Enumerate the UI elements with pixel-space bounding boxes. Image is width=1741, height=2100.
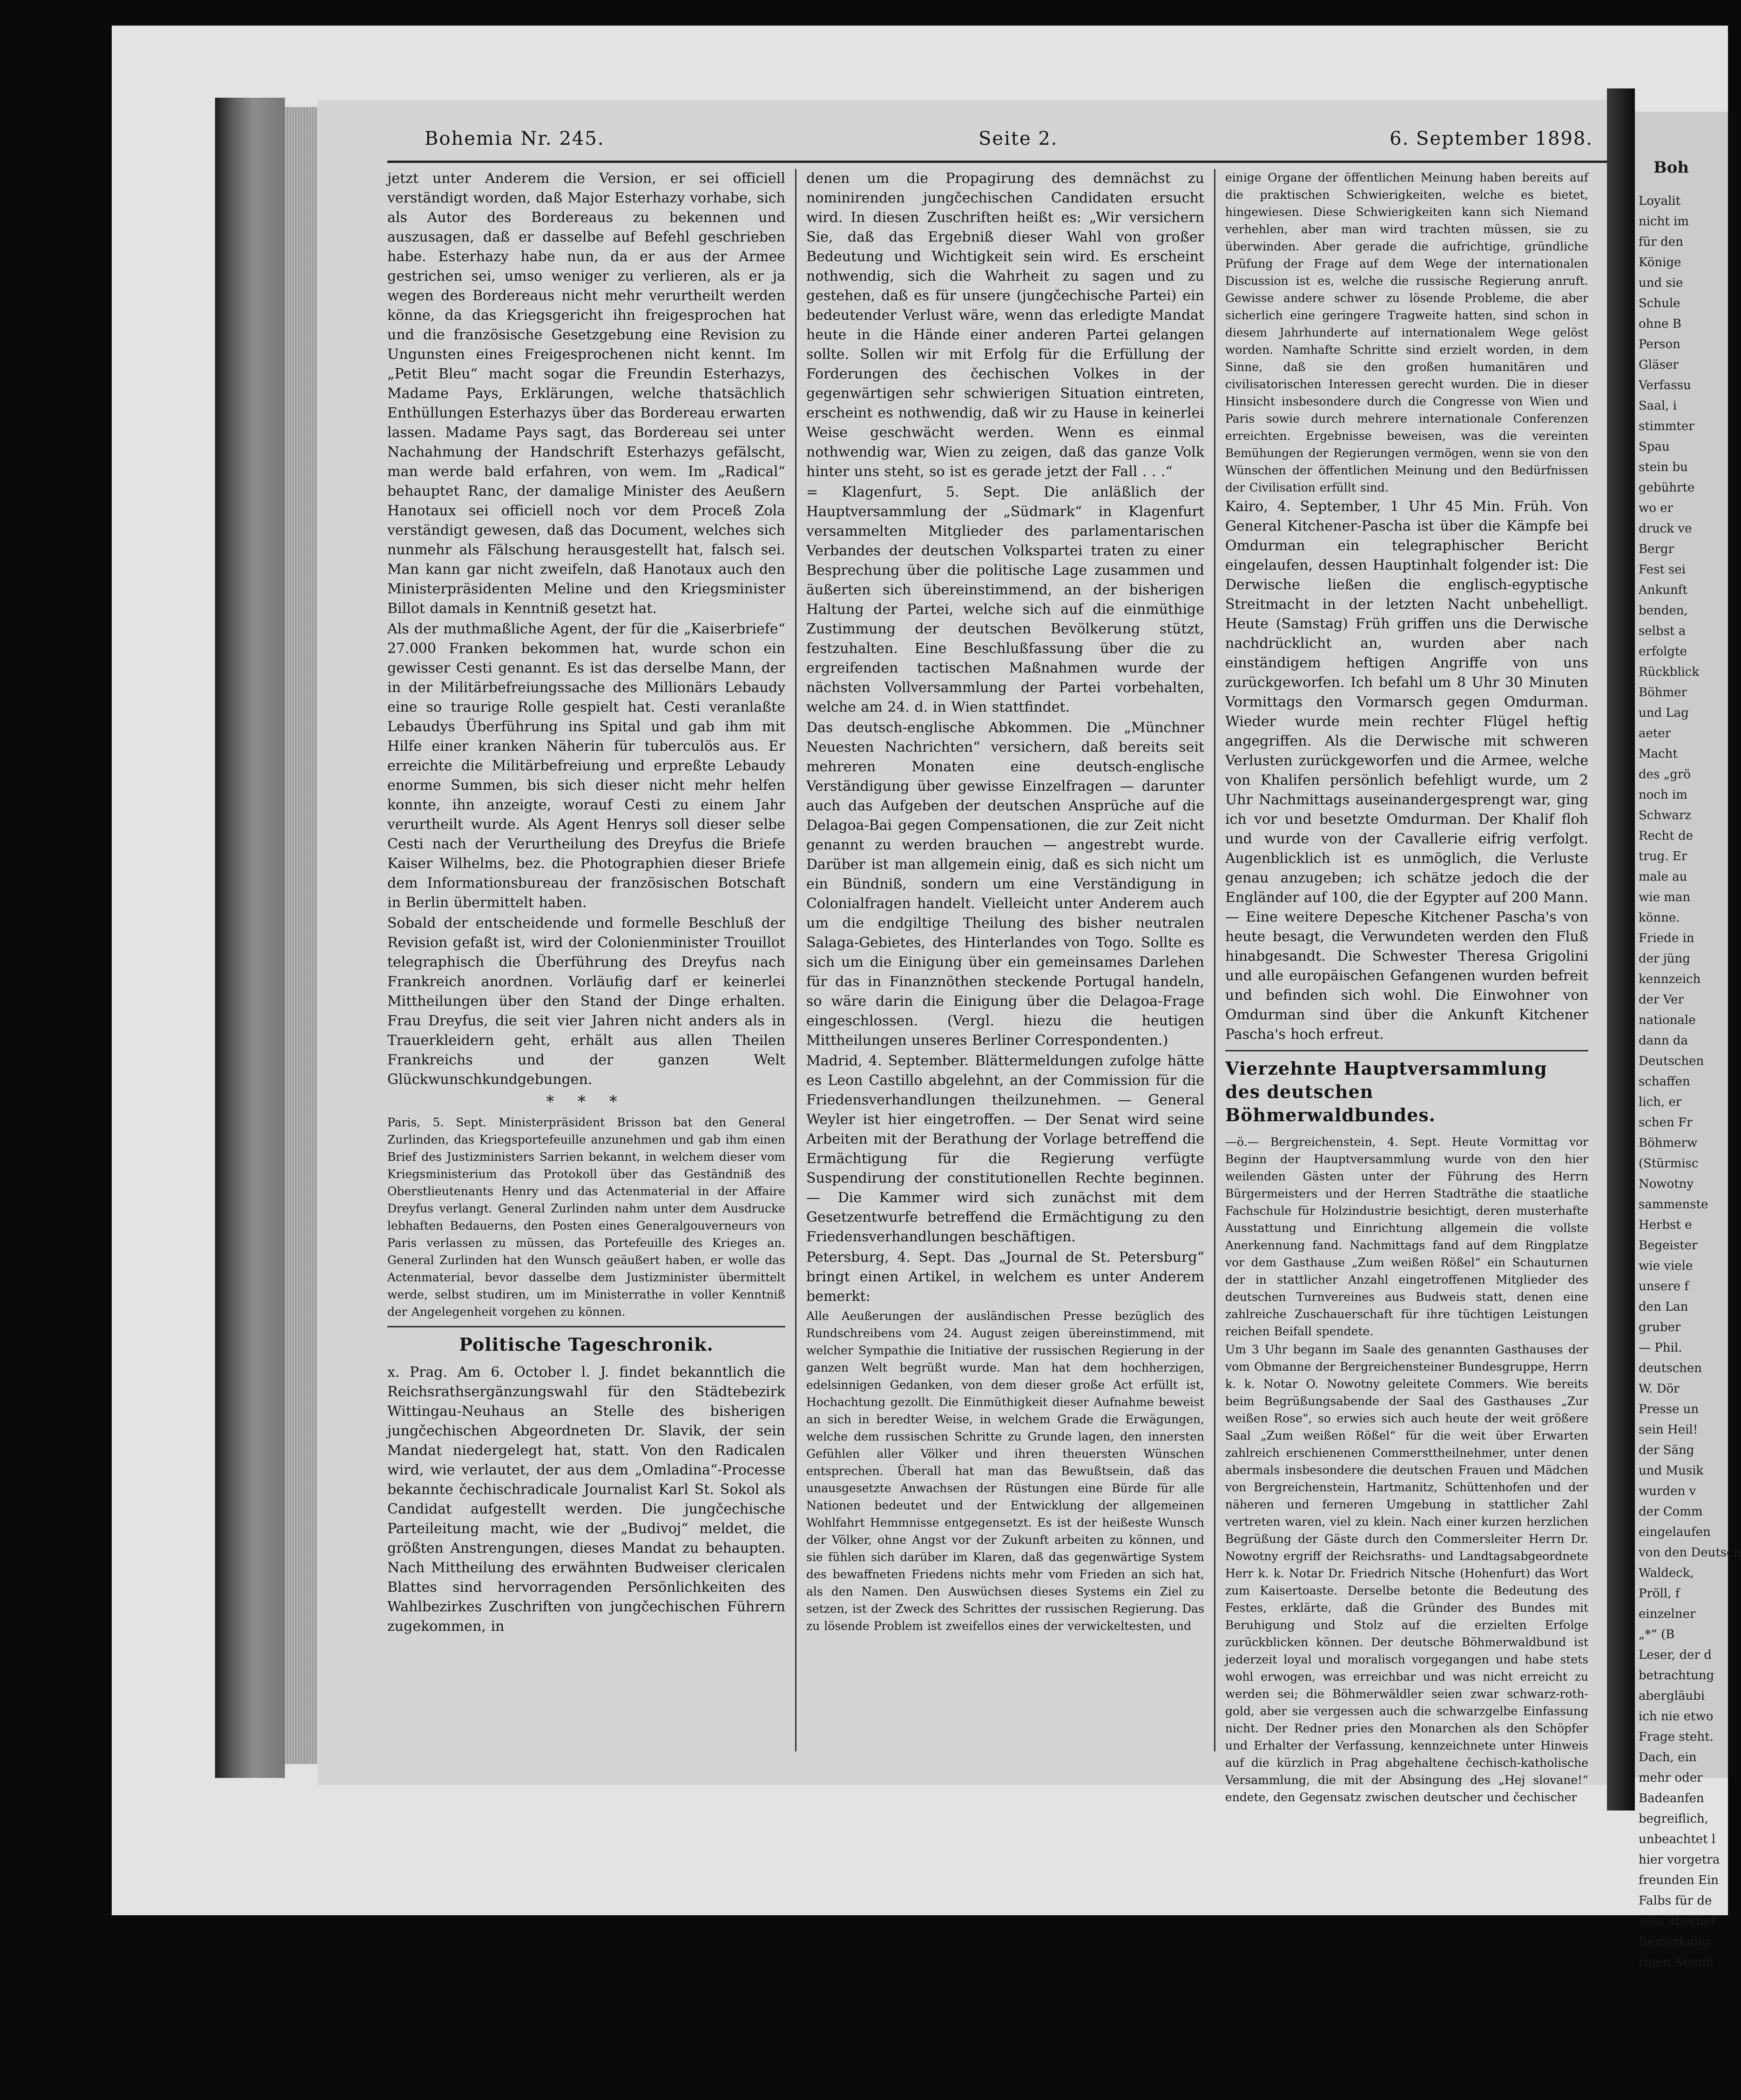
next-page-line: deutschen [1639, 1361, 1702, 1375]
next-page-line: Loyalit [1639, 194, 1681, 208]
next-page-line: ich nie etwo [1639, 1710, 1714, 1723]
next-page-line: Recht de [1639, 829, 1694, 843]
next-page-line: Macht [1639, 747, 1678, 761]
gutter-shadow [1607, 88, 1635, 1811]
next-page-line: Könige [1639, 256, 1681, 269]
next-page-line: schaffen [1639, 1075, 1690, 1089]
next-page-line: unsere f [1639, 1279, 1689, 1293]
next-page-line: der Säng [1639, 1443, 1694, 1457]
next-page-line: wurden v [1639, 1484, 1696, 1498]
next-page-line: mehr oder [1639, 1771, 1703, 1785]
next-page-line: betrachtung [1639, 1669, 1714, 1683]
next-page-line: Fest sei [1639, 563, 1686, 577]
column-divider-2 [1214, 169, 1215, 1751]
next-page-line: nicht im [1639, 215, 1689, 229]
next-page-line: von den Deutsch [1639, 1546, 1741, 1560]
next-page-line: Begeister [1639, 1238, 1698, 1252]
article-paragraph: Paris, 5. Sept. Ministerpräsident Brisson bat den General Zurlinden, das Kriegsportefeuille anzunehmen und gab ihm einen Brief des Justizministers Sarrien bekannt, in welchem dieser vom Kriegsministerium das Protokoll über das Geständniß des Oberstlieutenants Henry und das Actenmaterial in der Affaire Dreyfus verlangt. General Zurlinden nahm unter dem Ausdrucke lebhaften Bedauerns, den Posten eines Generalgouverneurs von Paris verlassen zu müssen, das Portefeuille des Krieges an. General Zurlinden hat den Wunsch geäußert haben, er wolle das Actenmaterial, bevor dasselbe dem Justizminister übermittelt werde, selbst studiren, um im Ministerrathe in voller Kenntniß der Angelegenheit vorgehen zu können. [387, 1116, 785, 1319]
next-page-edge [1635, 112, 1741, 1969]
next-page-line: Gläser [1639, 358, 1679, 372]
next-page-line: Saal, i [1639, 399, 1677, 413]
next-page-line: gruber [1639, 1320, 1681, 1334]
article-paragraph: = Klagenfurt, 5. Sept. Die anläßlich der Hauptversammlung der „Südmark“ in Klagenfurt versammelten Mitglieder des parlamentarischen Verbandes der deutschen Volkspartei traten zu einer Besprechung über die politische Lage zusammen und äußerten sich übereinstimmend, an der bisherigen Haltung der Partei, welche sich auf die einmüthige Zustimmung der deutschen Bevölkerung stützt, festzuhalten. Eine Beschlußfassung über die zu ergreifenden tactischen Maßnahmen wurde der nächsten Vollversammlung der Partei vorbehalten, welche am 24. d. in Wien stattfindet. [806, 484, 1204, 715]
article-paragraph: Das deutsch-englische Abkommen. Die „Münchner Neuesten Nachrichten“ versichern, daß bereits seit mehreren Monaten eine deutsch-englische Verständigung über gewisse Einzelfragen — darunter auch das Aufgeben der deutschen Ansprüche auf die Delagoa-Bai gegen Compensationen, die zur Zeit nicht genannt zu werden brauchen — angestrebt wurde. Darüber ist man allgemein einig, daß es sich nicht um ein Bündniß, sondern um eine Verständigung in Colonialfragen handelt. Vielleicht unter Anderem auch um die endgiltige Theilung des bisher neutralen Salaga-Gebietes, des Hinterlandes von Togo. Sollte es sich um die Einigung über ein gemeinsames Darlehen für das in Finanznöthen steckende Portugal handeln, so wäre darin die Einigung über die Delagoa-Frage eingeschlossen. (Vergl. hiezu die heutigen Mittheilungen unseres Berliner Correspondenten.) [806, 720, 1204, 1049]
header-page-number: Seite 2. [978, 128, 1058, 149]
next-page-line: und Musik [1639, 1464, 1704, 1478]
next-page-line: Böhmerw [1639, 1136, 1698, 1150]
next-page-line: wo er [1639, 501, 1673, 515]
next-page-header: Boh [1653, 158, 1689, 177]
next-page-line: sammenste [1639, 1198, 1708, 1212]
next-page-line: wie man [1639, 890, 1691, 904]
article-paragraph: Madrid, 4. September. Blättermeldungen zufolge hätte es Leon Castillo abgelehnt, an der Commission für die Friedensverhandlungen theilzunehmen. — General Weyler ist hier eingetroffen. — Der Senat wird seine Arbeiten mit der Berathung der Vorlage betreffend die Ermächtigung für die Regierung verfügte Suspendirung der constitutionellen Rechte beginnen. — Die Kammer wird sich zunächst mit dem Gesetzentwurfe betreffend die Ermächtigung zu den Friedensverhandlungen beschäftigen. [806, 1053, 1204, 1245]
next-page-line: erfolgte [1639, 645, 1687, 659]
next-page-line: Bergr [1639, 542, 1674, 556]
next-page-line: und sie [1639, 276, 1683, 290]
header-title: Bohemia Nr. 245. [425, 128, 605, 149]
article-paragraph: jetzt unter Anderem die Version, er sei officiell verständigt worden, daß Major Esterhazy vorhabe, sich als Autor des Bordereaus zu bekennen und auszusagen, daß er dasselbe auf Befehl geschrieben habe. Esterhazy habe nun, da er aus der Armee gestrichen sei, umso weniger zu verlieren, als er ja wegen des Bordereaus nicht mehr verurtheilt werden könne, da das Kriegsgericht ihn freigesprochen hat und die französische Gesetzgebung eine Revision zu Ungunsten eines Freigesprochenen nicht kennt. Im „Petit Bleu“ macht sogar die Freundin Esterhazys, Madame Pays, Erklärungen, welche thatsächlich Enthüllungen Esterhazys über das Bordereau erwarten lassen. Madame Pays sagt, das Bordereau sei unter Nachahmung der Handschrift Esterhazys gefälscht, man werde bald erfahren, von wem. Im „Radical“ behauptet Ranc, der damalige Minister des Aeußern Hanotaux sei officiell noch vor dem Proceß Zola verständigt gewesen, daß das Document, welches sich nunmehr als Fälschung herausgestellt hat, falsch sei. Man kann gar nicht zweifeln, daß Hanotaux auch den Ministerpräsidenten Meline und den Kriegsminister Billot damals in Kenntniß gesetzt hat. [387, 170, 785, 617]
next-page-line: selbst a [1639, 624, 1686, 638]
next-page-line: Presse un [1639, 1402, 1699, 1416]
article-paragraph: Um 3 Uhr begann im Saale des genannten Gasthauses der vom Obmanne der Bergreichensteiner Bundesgruppe, Herrn k. k. Notar O. Nowotny geleitete Commers. Wie bereits beim Begrüßungsabende der Saal des Gasthauses „Zur weißen Rose“, so erwies sich auch heute der weit größere Saal „Zum weißen Rößel“ für die weit über Erwarten zahlreich erschienenen Commersttheilnehmer, unter denen abermals insbesondere die deutschen Frauen und Mädchen von Bergreichenstein, Hartmanitz, Schüttenhofen und der näheren und ferneren Umgebung in stattlicher Zahl vertreten waren, viel zu klein. Nach einer kurzen herzlichen Begrüßung der Gäste durch den Commersleiter Herrn Dr. Nowotny ergriff der Reichsraths- und Landtagsabgeordnete Herr k. k. Notar Dr. Friedrich Nitsche (Hohenfurt) das Wort zum Kaisertoaste. Derselbe betonte die Bedeutung des Festes, erklärte, daß die Gründer des Bundes mit Beruhigung und Stolz auf die erzielten Erfolge zurückblicken können. Der deutsche Böhmerwaldbund ist jederzeit loyal und moralisch vorgegangen und habe stets wohl erwogen, was erreichbar und was nicht erreicht zu werden sei; die Böhmerwäldler seien zwar schwarz-roth-gold, aber sie vergessen auch die schwarzgelbe Einfassung nicht. Der Redner pries den Monarchen als den Schöpfer und Erhalter der Verfassung, kennzeichnete unter Hinweis auf die kürzlich in Prag abgehaltene čechisch-katholische Versammlung, die mit der Absingung des „Hej slovane!“ endete, den Gegensatz zwischen deutscher und čechischer [1225, 1343, 1588, 1804]
next-page-line: Badeanfen [1639, 1791, 1704, 1805]
next-page-line: gebührte [1639, 481, 1695, 495]
next-page-line: noch im [1639, 788, 1687, 802]
next-page-line: selu überlief [1639, 1914, 1715, 1928]
next-page-line: könne. [1639, 911, 1680, 925]
next-page-line: — Phil. [1639, 1341, 1682, 1355]
article-paragraph: x. Prag. Am 6. October l. J. findet bekanntlich die Reichsrathsergänzungswahl für den Städtebezirk Wittingau-Neuhaus an Stelle des bisherigen jungčechischen Abgeordneten Dr. Slavik, der sein Mandat niedergelegt hat, statt. Von den Radicalen wird, wie verlautet, der aus dem „Omladina“-Processe bekannte čechischradicale Journalist Karl St. Sokol als Candidat aufgestellt werden. Die jungčechische Parteileitung macht, wie der „Budivoj“ meldet, die größten Anstrengungen, dieses Mandat zu behaupten. Nach Mittheilung des erwähnten Budweiser clericalen Blattes sind hervorragenden Persönlichkeiten des Wahlbezirkes Zuschriften von jungčechischen Führern zugekommen, in [387, 1364, 785, 1635]
next-page-line: druck ve [1639, 522, 1692, 536]
next-page-line: und Lag [1639, 706, 1689, 720]
next-page-line: abergläubi [1639, 1689, 1705, 1703]
section-rule [1225, 1050, 1588, 1051]
next-page-line: W. Dör [1639, 1382, 1680, 1396]
next-page-line: ohne B [1639, 317, 1681, 331]
next-page-line: den Lan [1639, 1300, 1688, 1314]
article-paragraph: Petersburg, 4. Sept. Das „Journal de St. Petersburg“ bringt einen Artikel, in welchem es unter Anderem bemerkt: [806, 1249, 1204, 1305]
next-page-line: rigen Somm [1639, 1955, 1714, 1969]
next-page-line: trug. Er [1639, 849, 1687, 863]
next-page-line: für den [1639, 235, 1683, 249]
section-separator: * * * [546, 1092, 627, 1111]
next-page-line: Verfassu [1639, 378, 1691, 392]
next-page-line: „*“ (B [1639, 1628, 1675, 1642]
next-page-line: Deutschen [1639, 1054, 1704, 1068]
next-page-line: (Stürmisc [1639, 1157, 1699, 1171]
column-2 [806, 169, 1204, 1765]
next-page-line: Herbst e [1639, 1218, 1692, 1232]
next-page-line: Waldeck, [1639, 1566, 1694, 1580]
next-page-line: Frage steht. [1639, 1730, 1714, 1744]
next-page-fragments [1635, 191, 1741, 1972]
next-page-line: Nowotny [1639, 1177, 1694, 1191]
book-spine [215, 98, 285, 1778]
header-rule [387, 161, 1607, 163]
article-paragraph: denen um die Propagirung des demnächst zu nominirenden jungčechischen Candidaten ersucht wird. In diesen Zuschriften heißt es: „Wir versichern Sie, daß das Ergebniß dieser Wahl von großer Bedeutung und Wichtigkeit sein wird. Es erscheint nothwendig, sich die Wahrheit zu sagen und zu gestehen, daß es für unsere (jungčechische Partei) ein bedeutender Verlust wäre, wenn das erledigte Mandat heute in die Hände einer anderen Partei gelangen sollte. Sollen wir mit Erfolg für die Erfüllung der Forderungen des čechischen Volkes in der gegenwärtigen sehr schwierigen Situation eintreten, erscheint es nothwendig, daß wir zu Hause in keinerlei Weise geschwächt werden. Wenn es einmal nothwendig war, Wien zu zeigen, daß das ganze Volk hinter uns steht, so ist es gerade jetzt der Fall . . .“ [806, 170, 1204, 480]
column-1 [387, 169, 785, 1765]
next-page-line: kennzeich [1639, 972, 1701, 986]
next-page-line: Friede in [1639, 931, 1694, 945]
next-page-line: Leser, der d [1639, 1648, 1712, 1662]
next-page-line: male au [1639, 870, 1687, 884]
next-page-line: begreiflich, [1639, 1812, 1709, 1826]
next-page-line: Dach, ein [1639, 1750, 1697, 1764]
next-page-line: eingelaufen [1639, 1525, 1711, 1539]
next-page-line: Pröll, f [1639, 1587, 1680, 1601]
next-page-line: Spau [1639, 440, 1670, 454]
next-page-line: lich, er [1639, 1095, 1682, 1109]
article-paragraph: einige Organe der öffentlichen Meinung haben bereits auf die praktischen Schwierigkeiten, welche es bietet, hingewiesen. Diese Schwierigkeiten kann sich Niemand verhehlen, aber man wird trachten müssen, sie zu überwinden. Aber gerade die aufrichtige, gründliche Prüfung der Frage auf dem Wege der internationalen Discussion ist es, welche die russische Regierung anruft. Gewisse andere schwer zu lösende Probleme, die aber sicherlich eine geringere Tragweite hatten, sind schon in diesem Jahrhunderte auf internationalem Wege gelöst worden. Namhafte Schritte sind erzielt worden, in dem Sinne, daß sie den großen humanitären und civilisatorischen Interessen gerecht wurden. Die in dieser Hinsicht insbesondere durch die Congresse von Wien und Paris sowie durch mehrere internationale Conferenzen erreichten. Ergebnisse beweisen, was die vereinten Bemühungen der Regierungen vermögen, wenn sie von den Wünschen der öffentlichen Meinung und den Bedürfnissen der Civilisation erfüllt sind. [1225, 171, 1588, 494]
section-title: Vierzehnte Hauptversammlung des deutschen Böhmerwaldbundes. [1225, 1058, 1547, 1125]
next-page-line: aeter [1639, 727, 1671, 740]
next-page-line: der Comm [1639, 1505, 1703, 1519]
next-page-line: hier vorgetra [1639, 1853, 1720, 1867]
section-rule [387, 1326, 785, 1327]
next-page-line: benden, [1639, 604, 1688, 618]
next-page-line: des „grö [1639, 767, 1691, 781]
next-page-line: der jüng [1639, 952, 1690, 966]
next-page-line: Schwarz [1639, 808, 1692, 822]
next-page-line: freunden Ein [1639, 1873, 1719, 1887]
next-page-line: der Ver [1639, 993, 1684, 1007]
next-page-line: nationale [1639, 1013, 1696, 1027]
page-edges [285, 107, 317, 1764]
page-header [317, 128, 1607, 156]
next-page-line: Rückblick [1639, 665, 1700, 679]
next-page-line: einzelner [1639, 1607, 1696, 1621]
newspaper-page [317, 100, 1607, 1804]
next-page-line: Falbs für de [1639, 1894, 1712, 1908]
next-page-line: sein Heil! [1639, 1423, 1698, 1437]
next-page-line: stimmter [1639, 419, 1694, 433]
next-page-line: schen Fr [1639, 1116, 1693, 1130]
article-paragraph: Sobald der entscheidende und formelle Beschluß der Revision gefaßt ist, wird der Colonienminister Trouillot telegraphisch die Überführung des Dreyfus nach Frankreich anordnen. Vorläufig darf er keinerlei Mittheilungen über den Stand der Dinge erhalten. Frau Dreyfus, die seit vier Jahren nicht anders als in Trauerkleidern geht, erhält aus allen Theilen Frankreichs und der ganzen Welt Glückwunschkundgebungen. [387, 915, 785, 1088]
article-paragraph: —ö.— Bergreichenstein, 4. Sept. Heute Vormittag vor Beginn der Hauptversammlung wurde von den hier weilenden Gästen unter der Führung des Herrn Bürgermeisters und der Herren Stadträthe die staatliche Fachschule für Holzindustrie besichtigt, deren musterhafte Ausstattung und Einrichtung allgemein die vollste Anerkennung fand. Nachmittags fand auf dem Ringplatze vor dem Gasthause „Zum weißen Rößel“ ein Schauturnen der in stattlicher Anzahl eingetroffenen Mitglieder des deutschen Turnvereines aus Budweis statt, denen eine zahlreiche Zuschauerschaft für ihre tüchtigen Leistungen reichen Beifall spendete. [1225, 1135, 1588, 1338]
next-page-line: Böhmer [1639, 686, 1687, 700]
next-page-line: dann da [1639, 1034, 1688, 1048]
article-paragraph: Alle Aeußerungen der ausländischen Presse bezüglich des Rundschreibens vom 24. August zeigen übereinstimmend, mit welcher Sympathie die Initiative der russischen Regierung in der ganzen Welt begrüßt wurde. Man hat dem hochherzigen, edelsinnigen Gedanken, von dem dieser große Act erfüllt ist, Hochachtung gezollt. Die Einmüthigkeit dieser Aufnahme beweist an sich in beredter Weise, in welchem Grade die Erwägungen, welche dem russischen Schritte zu Grunde lagen, den innersten Gefühlen aller Völker und ihren theuersten Wünschen entsprechen. Überall hat man das Bewußtsein, daß das unausgesetzte Anwachsen der Rüstungen eine Bürde für alle Nationen bedeutet und der Entwicklung der allgemeinen Wohlfahrt Hemmnisse entgegensetzt. Es ist der heißeste Wunsch der Völker, ohne Angst vor der Zukunft arbeiten zu können, und sie fühlen sich darüber im Klaren, daß das gegenwärtige System des bewaffneten Friedens nichts mehr vom Frieden an sich hat, als den Namen. Den Auswüchsen dieses Systems ein Ziel zu setzen, ist der Zweck des Schrittes der russischen Regierung. Das zu lösende Problem ist zweifellos eines der verwickeltesten, und [806, 1309, 1204, 1633]
next-page-line: Ankunft [1639, 583, 1687, 597]
column-3 [1225, 169, 1588, 1804]
next-page-line: wie viele [1639, 1259, 1693, 1273]
article-paragraph: Als der muthmaßliche Agent, der für die „Kaiserbriefe“ 27.000 Franken bekommen hat, wurde schon ein gewisser Cesti genannt. Es ist das derselbe Mann, der in der Militärbefreiungssache des Millionärs Lebaudy eine so traurige Rolle gespielt hat. Cesti veranlaßte Lebaudys Überführung ins Spital und gab ihm mit Hilfe einer kranken Näherin für tuberculös aus. Er erreichte die Militärbefreiung und erpreßte Lebaudy enorme Summen, bis sich dieser nicht mehr helfen konnte, ihn anzeigte, worauf Cesti zu einem Jahr verurtheilt wurde. Als Agent Henrys soll dieser selbe Cesti nach der Verurtheilung des Dreyfus die Briefe Kaiser Wilhelms, bez. die Photographien dieser Briefe dem Informationsbureau der französischen Botschaft in Berlin übermittelt haben. [387, 621, 785, 911]
next-page-line: unbeachtet l [1639, 1832, 1716, 1846]
next-page-line: Bemerkung [1639, 1935, 1710, 1949]
next-page-line: Schule [1639, 296, 1680, 310]
next-page-line: Person [1639, 337, 1680, 351]
article-paragraph: Kairo, 4. September, 1 Uhr 45 Min. Früh. Von General Kitchener-Pascha ist über die Kämpfe bei Omdurman ein telegraphischer Bericht eingelaufen, dessen Hauptinhalt folgender ist: Die Derwische ließen die englisch-egyptische Streitmacht in der letzten Nacht unbehelligt. Heute (Samstag) Früh griffen uns die Derwische nachdrücklicht an, wurden aber nach einständigem heftigen Angriffe von uns zurückgeworfen. Ich befahl um 8 Uhr 30 Minuten Vormittags den Vormarsch gegen Omdurman. Wieder wurde mein rechter Flügel heftig angegriffen. Als die Derwische mit schweren Verlusten zurückgeworfen und die Armee, welche von Khalifen persönlich befehligt wurde, um 2 Uhr Nachmittags auseinandergesprengt war, ging ich vor und besetzte Omdurman. Der Khalif floh und wurde von der Cavallerie eifrig verfolgt. Augenblicklich ist es unmöglich, die Verluste genau anzugeben; ich schätze jedoch die der Engländer auf 100, die der Egypter auf 200 Mann. — Eine weitere Depesche Kitchener Pascha's von heute besagt, die Verwundeten werden den Fluß hinabgesandt. Die Schwester Theresa Grigolini und alle europäischen Gefangenen wurden befreit und befinden sich wohl. Die Einwohner von Omdurman sind über die Ankunft Kitchener Pascha's hoch erfreut. [1225, 498, 1588, 1043]
section-title: Politische Tageschronik. [459, 1334, 714, 1355]
header-date: 6. September 1898. [1390, 128, 1593, 149]
next-page-line: stein bu [1639, 460, 1688, 474]
column-divider-1 [795, 169, 796, 1751]
